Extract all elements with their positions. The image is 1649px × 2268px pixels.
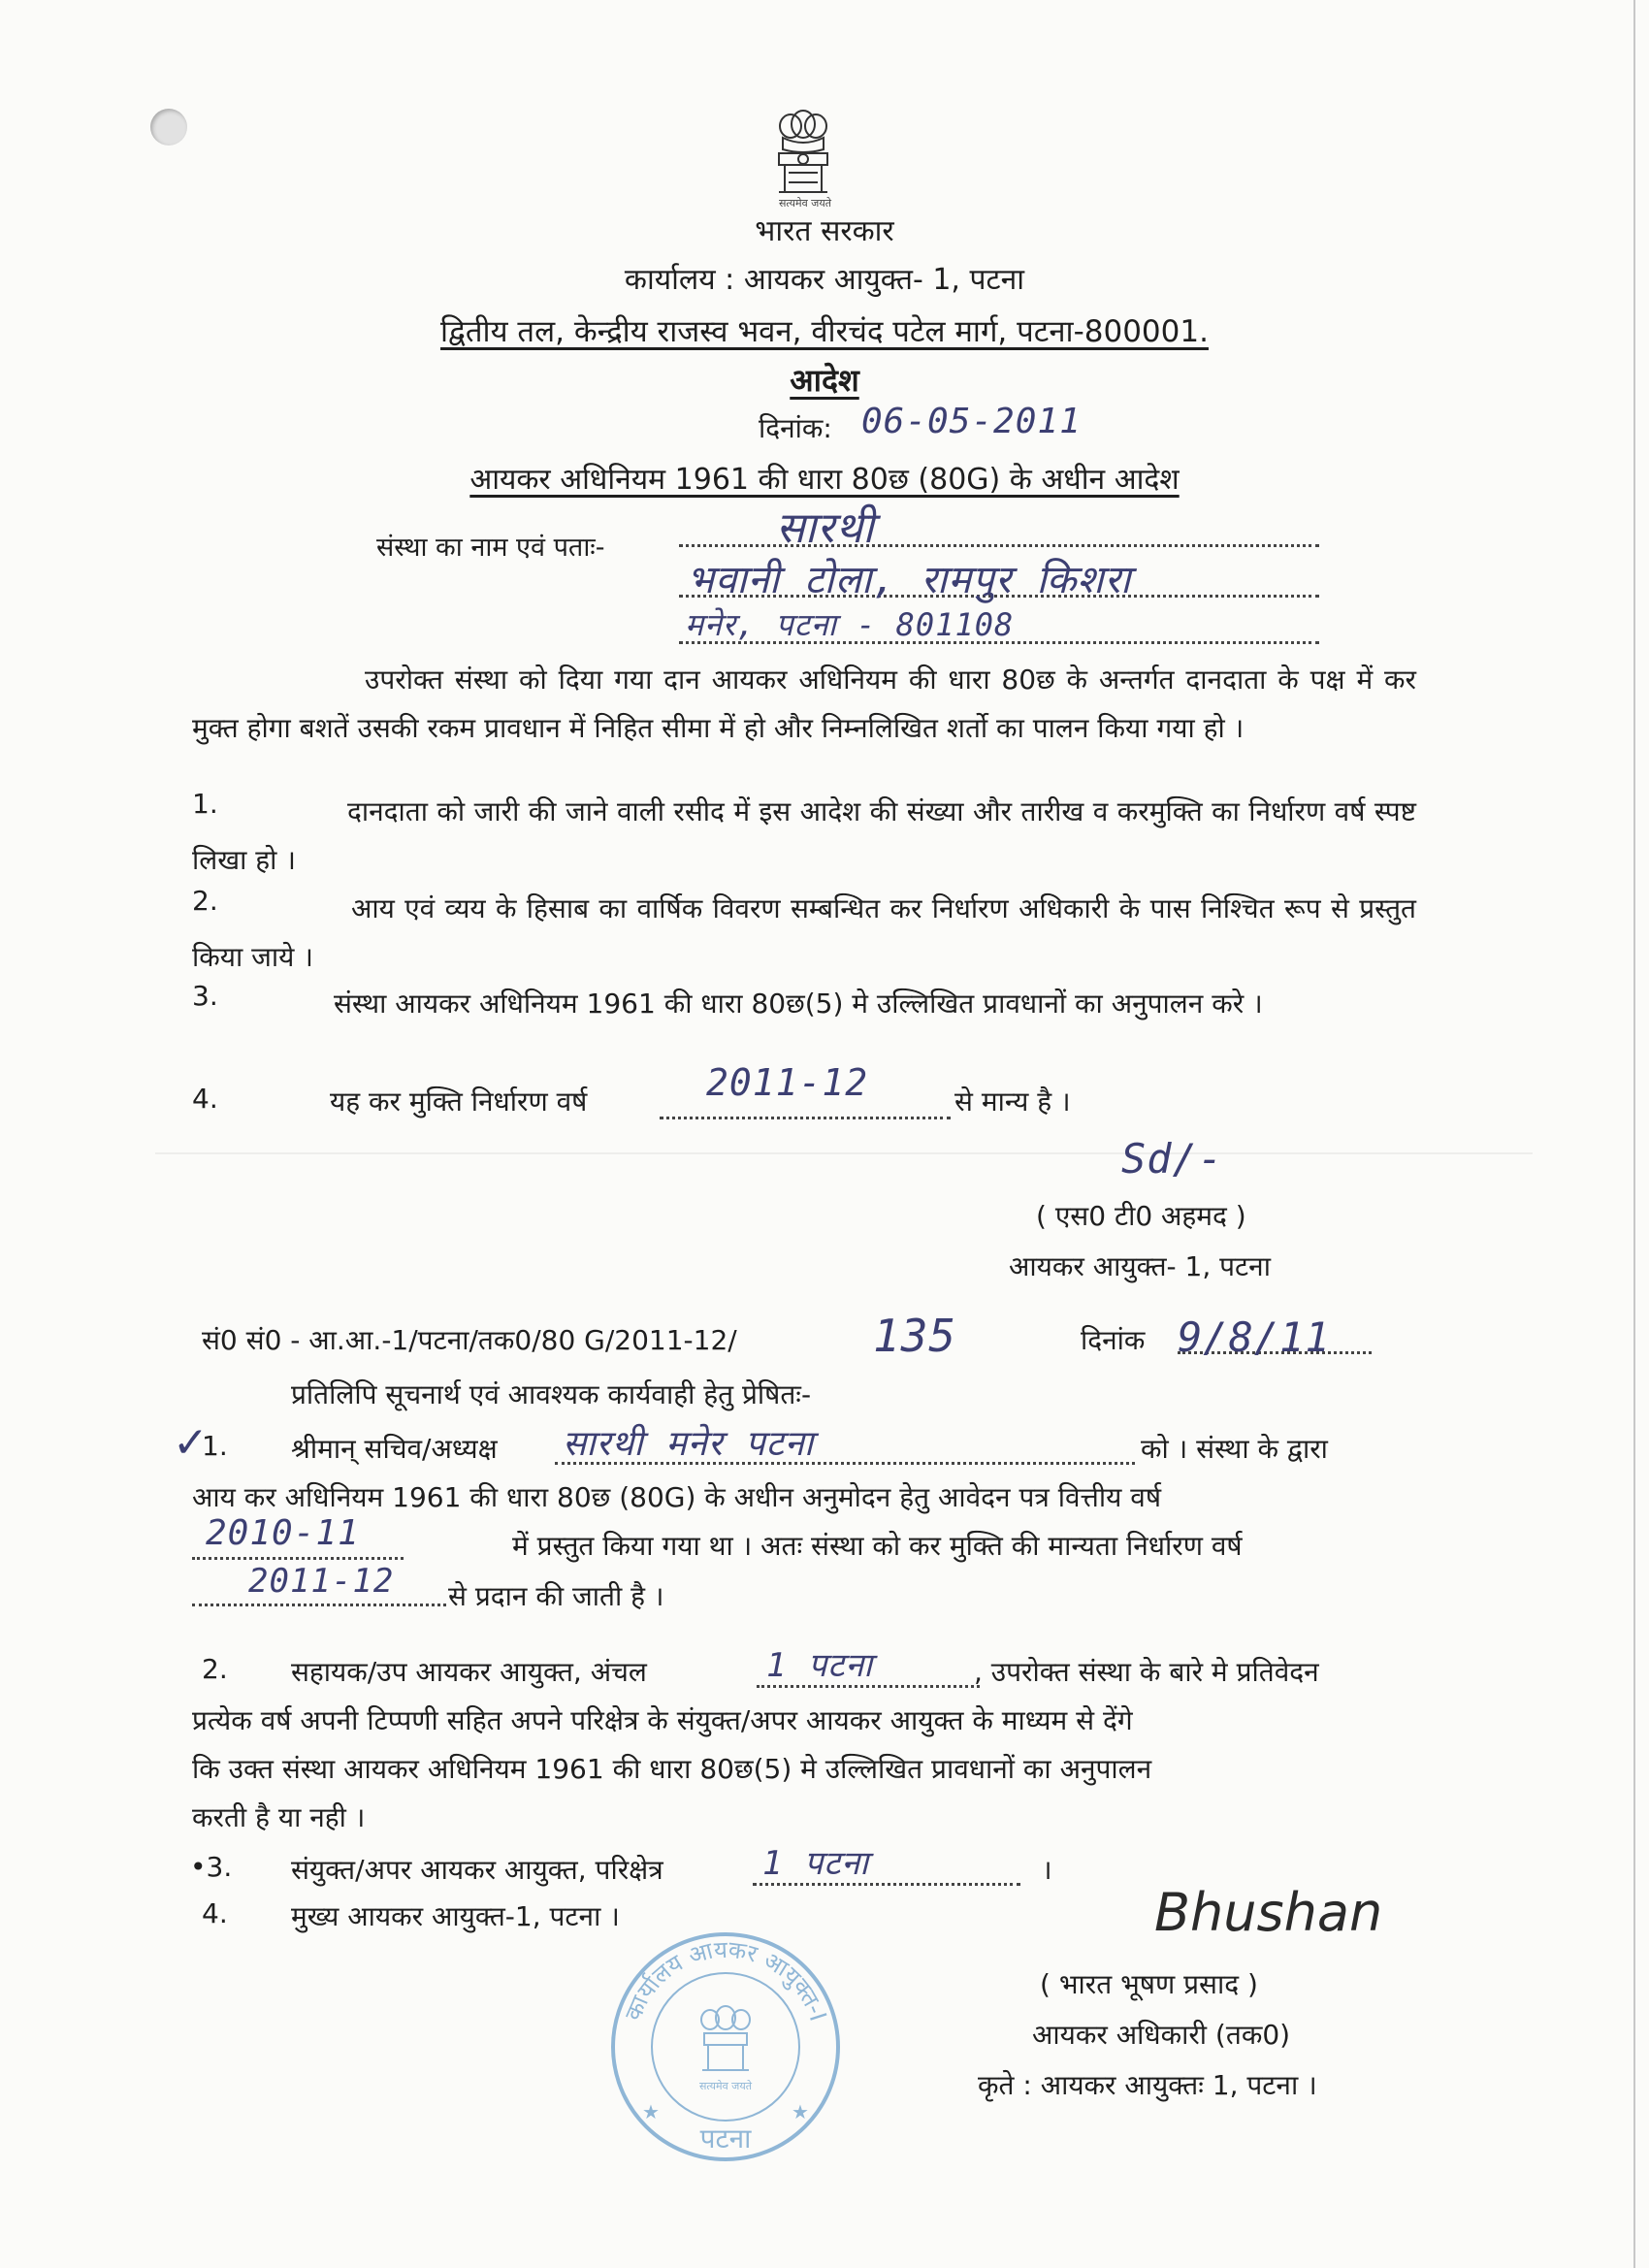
svg-text:कार्यालय आयकर आयुक्त-I xyxy=(620,1936,832,2025)
copy-item1-line4-suffix: से प्रदान की जाती है । xyxy=(448,1580,664,1612)
organization-label: संस्था का नाम एवं पताः- xyxy=(376,533,605,563)
condition-number: 4. xyxy=(192,1083,218,1115)
dotted-line xyxy=(679,543,1319,547)
range-handwritten: 1 पटना xyxy=(762,1844,870,1883)
officer-on-behalf: कृते : आयकर आयुक्तः 1, पटना । xyxy=(978,2069,1317,2101)
condition-text: संस्था आयकर अधिनियम 1961 की धारा 80छ(5) मे उल्लिखित प्रावधानों का अनुपालन करे । xyxy=(334,988,1263,1020)
government-heading: भारत सरकार xyxy=(755,214,894,248)
reference-number-handwritten: 135 xyxy=(873,1310,957,1362)
copy-item2-prefix: सहायक/उप आयकर आयुक्त, अंचल xyxy=(291,1656,647,1688)
condition-number: 1. xyxy=(192,788,218,820)
office-address xyxy=(0,310,1649,351)
commissioner-name: ( एस0 टी0 अहमद ) xyxy=(1036,1200,1246,1232)
condition4-suffix: से मान्य है । xyxy=(954,1085,1071,1118)
copy-item1-organization-handwritten: सारथी मनेर पटना xyxy=(563,1424,815,1464)
seal-top-text: कार्यालय आयकर आयुक्त-I xyxy=(619,1935,832,2025)
commissioner-signature: Sd/- xyxy=(1121,1135,1224,1183)
paper-fold xyxy=(155,1152,1533,1154)
copy-item2-line3: कि उक्त संस्था आयकर अधिनियम 1961 की धारा 80छ(5) मे उल्लिखित प्रावधानों का अनुपालन xyxy=(192,1753,1152,1785)
officer-designation: आयकर अधिकारी (तक0) xyxy=(1032,2019,1291,2051)
copy-item-number: •3. xyxy=(190,1851,233,1883)
copy-item1-line3-suffix: में प्रस्तुत किया गया था । अतः संस्था को कर मुक्ति की मान्यता निर्धारण वर्ष xyxy=(512,1530,1243,1562)
seal-emblem-icon xyxy=(701,2006,750,2070)
order-title-text: आयकर अधिनियम 1961 की धारा 80छ (80G) के अधीन आदेश xyxy=(469,463,1180,497)
emblem-motto: सत्यमेव जयते xyxy=(778,197,831,210)
condition-text: दानदाता को जारी की जाने वाली रसीद में इस आदेश की संख्या और तारीख व करमुक्ति का निर्धारण वर्ष स्पष्ट लिखा हो । xyxy=(192,795,1416,876)
copy-item1-line2: आय कर अधिनियम 1961 की धारा 80छ (80G) के अधीन अनुमोदन हेतु आवेदन पत्र वित्तीय वर्ष xyxy=(192,1481,1162,1513)
assessment-year-handwritten: 2011-12 xyxy=(248,1562,395,1601)
copy-item-number: 2. xyxy=(202,1653,228,1685)
financial-year-handwritten: 2010-11 xyxy=(206,1513,360,1553)
dotted-line xyxy=(192,1556,404,1560)
reference-number: सं0 सं0 - आ.आ.-1/पटना/तक0/80 G/2011-12/ xyxy=(202,1324,737,1356)
order-date-handwritten: 06-05-2011 xyxy=(861,402,1082,441)
order-heading-text: आदेश xyxy=(790,362,859,399)
order-title xyxy=(0,458,1649,498)
national-emblem-icon xyxy=(769,105,837,202)
copy-item2-line1-suffix: , उपरोक्त संस्था के बारे मे प्रतिवेदन xyxy=(974,1656,1319,1688)
copy-item4-text: मुख्य आयकर आयुक्त-1, पटना । xyxy=(291,1900,620,1932)
reference-date-handwritten: 9/8/11 xyxy=(1178,1313,1331,1361)
seal-star-icon: ★ xyxy=(792,2100,809,2123)
copy-item-number: 1. xyxy=(202,1430,228,1462)
office-heading: कार्यालय : आयकर आयुक्त- 1, पटना xyxy=(624,263,1025,297)
punch-hole xyxy=(150,109,187,146)
commissioner-designation: आयकर आयुक्त- 1, पटना xyxy=(1009,1250,1271,1282)
copy-item2-line4: करती है या नही । xyxy=(192,1801,366,1833)
office-seal-stamp xyxy=(607,1928,844,2165)
seal-motto: सत्यमेव जयते xyxy=(698,2080,753,2092)
condition4-prefix: यह कर मुक्ति निर्धारण वर्ष xyxy=(330,1085,588,1118)
seal-bottom-text: पटना xyxy=(699,2122,752,2155)
condition-number: 3. xyxy=(192,980,218,1012)
copy-item3-prefix: संयुक्त/अपर आयकर आयुक्त, परिक्षेत्र xyxy=(291,1854,663,1886)
check-mark-icon: ✓ xyxy=(173,1418,209,1468)
copy-item3-suffix: । xyxy=(1042,1854,1052,1886)
office-address-text: द्वितीय तल, केन्द्रीय राजस्व भवन, वीरचंद पटेल मार्ग, पटना-800001. xyxy=(440,314,1209,349)
seal-star-icon: ★ xyxy=(642,2100,660,2123)
condition-number: 2. xyxy=(192,885,218,917)
intro-paragraph: उपरोक्त संस्था को दिया गया दान आयकर अधिनियम की धारा 80छ के अन्तर्गत दानदाता के पक्ष में कर मुक्त होगा बशतें उसकी रकम प्रावधान में निहित सीमा में हो और निम्नलिखित शर्तो का पालन किया गया हो । xyxy=(192,664,1416,744)
dotted-line xyxy=(660,1116,951,1119)
copy-item-number: 4. xyxy=(202,1897,228,1929)
organization-address-line1-handwritten: भवानी टोला, रामपुर किशरा xyxy=(687,558,1132,602)
reference-date-label: दिनांक xyxy=(1081,1324,1146,1356)
copy-item2-line2: प्रत्येक वर्ष अपनी टिप्पणी सहित अपने परिक्षेत्र के संयुक्त/अपर आयकर आयुक्त के माध्यम से देंगे xyxy=(192,1704,1133,1736)
condition-text: आय एवं व्यय के हिसाब का वार्षिक विवरण सम्बन्धित कर निर्धारण अधिकारी के पास निश्चित रूप से प्रस्तुत किया जाये । xyxy=(192,892,1416,973)
copy-item1-prefix: श्रीमान् सचिव/अध्यक्ष xyxy=(291,1433,498,1465)
organization-name-handwritten: सारथी xyxy=(776,503,875,553)
order-heading xyxy=(0,359,1649,401)
copy-heading: प्रतिलिपि सूचनार्थ एवं आवश्यक कार्यवाही हेतु प्रेषितः- xyxy=(291,1378,812,1410)
officer-signature: Bhushan xyxy=(1154,1882,1383,1943)
ward-handwritten: 1 पटना xyxy=(766,1646,874,1685)
organization-address-line2-handwritten: मनेर, पटना - 801108 xyxy=(685,606,1015,643)
assessment-year-handwritten: 2011-12 xyxy=(706,1061,869,1104)
copy-item1-line1-suffix: को । संस्था के द्वारा xyxy=(1141,1433,1328,1465)
dotted-line xyxy=(192,1603,446,1606)
date-label: दिनांक: xyxy=(759,412,832,444)
officer-name: ( भारत भूषण प्रसाद ) xyxy=(1040,1968,1258,2000)
